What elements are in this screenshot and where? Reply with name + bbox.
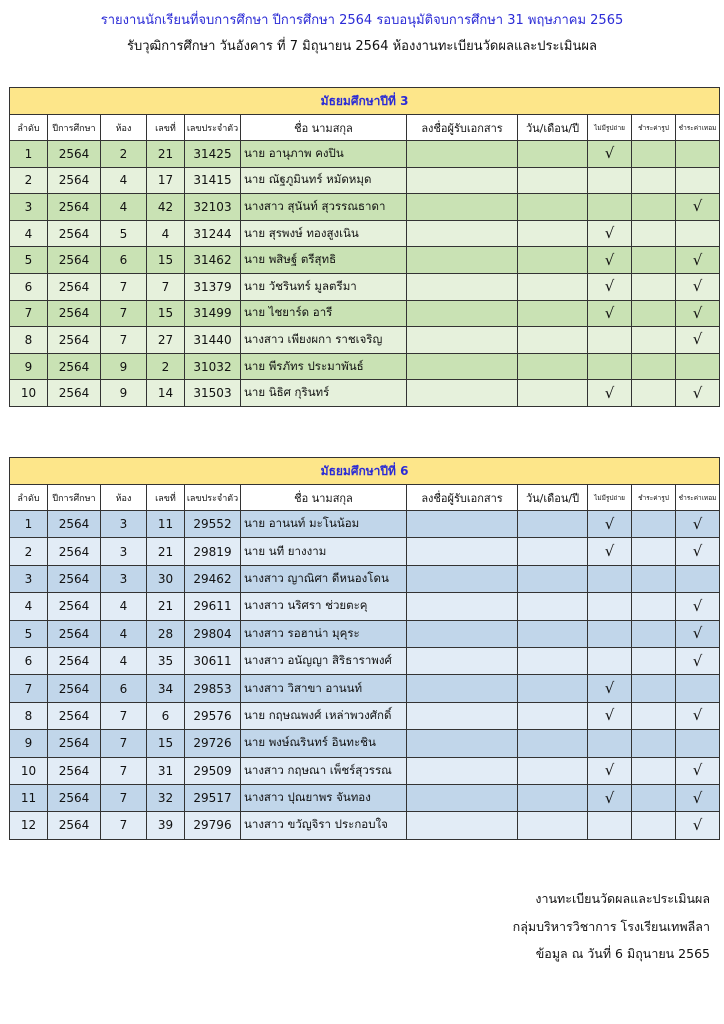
col-room-cell: 7 [101, 784, 147, 811]
col-photo-fee-cell [632, 675, 676, 702]
col-no-cell: 1 [10, 141, 48, 168]
col-num-cell: 27 [147, 327, 185, 354]
col-room-cell: 4 [101, 167, 147, 194]
col-id-cell: 29853 [185, 675, 241, 702]
col-id-cell: 31244 [185, 220, 241, 247]
col-date-cell [518, 784, 588, 811]
col-name-cell: นาย ณัฐภูมินทร์ หมัดหมุด [241, 167, 407, 194]
col-sign-cell [407, 538, 518, 565]
col-sign-header: ลงชื่อผู้รับเอกสาร [407, 485, 518, 511]
col-room-cell: 3 [101, 565, 147, 592]
col-year-cell: 2564 [48, 730, 101, 757]
col-num-cell: 34 [147, 675, 185, 702]
col-num-cell: 42 [147, 194, 185, 221]
table-row [10, 675, 720, 702]
col-year-cell: 2564 [48, 812, 101, 839]
col-tuition-fee-cell: √ [676, 702, 720, 729]
col-id-cell: 31379 [185, 273, 241, 300]
col-date-cell [518, 812, 588, 839]
col-id-cell: 29462 [185, 565, 241, 592]
col-tuition-fee-cell: √ [676, 812, 720, 839]
col-date-cell [518, 167, 588, 194]
col-date-cell [518, 538, 588, 565]
table-row [10, 167, 720, 194]
col-year-cell: 2564 [48, 380, 101, 407]
col-no-cell: 10 [10, 757, 48, 784]
table-row [10, 194, 720, 221]
col-no-cell: 4 [10, 593, 48, 620]
col-sign-cell [407, 380, 518, 407]
col-year-cell: 2564 [48, 784, 101, 811]
col-photo-fee-cell [632, 273, 676, 300]
col-num-cell: 32 [147, 784, 185, 811]
col-no-photo-cell: √ [588, 273, 632, 300]
col-year-cell: 2564 [48, 620, 101, 647]
col-year-header: ปีการศึกษา [48, 485, 101, 511]
col-num-cell: 30 [147, 565, 185, 592]
col-no-photo-cell: √ [588, 511, 632, 538]
col-num-cell: 39 [147, 812, 185, 839]
table-row [10, 511, 720, 538]
col-tuition-fee-cell: √ [676, 194, 720, 221]
col-id-cell: 31032 [185, 353, 241, 380]
col-no-photo-cell: √ [588, 300, 632, 327]
section-title-row [10, 88, 720, 115]
col-sign-cell [407, 565, 518, 592]
col-photo-fee-cell [632, 538, 676, 565]
col-no-cell: 9 [10, 730, 48, 757]
footer-date: ข้อมูล ณ วันที่ 6 มิถุนายน 2565 [535, 946, 710, 961]
col-num-cell: 7 [147, 273, 185, 300]
col-tuition-fee-cell [676, 220, 720, 247]
col-id-header: เลขประจำตัว [185, 115, 241, 141]
col-photo-fee-cell [632, 593, 676, 620]
col-no-cell: 4 [10, 220, 48, 247]
col-num-cell: 11 [147, 511, 185, 538]
col-num-cell: 2 [147, 353, 185, 380]
col-tuition-fee-cell: √ [676, 247, 720, 274]
col-name-cell: นางสาว วิสาขา อานนท์ [241, 675, 407, 702]
col-sign-cell [407, 702, 518, 729]
col-tuition-fee-cell: √ [676, 593, 720, 620]
table-row [10, 565, 720, 592]
col-tuition-fee-cell [676, 565, 720, 592]
col-tuition-fee-cell: √ [676, 757, 720, 784]
col-sign-cell [407, 353, 518, 380]
col-num-cell: 35 [147, 647, 185, 674]
col-tuition-fee-cell: √ [676, 647, 720, 674]
col-photo-fee-cell [632, 327, 676, 354]
col-no-header: ลำดับ [10, 485, 48, 511]
col-name-cell: นาย กฤษณพงศ์ เหล่าพวงศักดิ์ [241, 702, 407, 729]
col-photo-fee-cell [632, 620, 676, 647]
col-photo-fee-cell [632, 565, 676, 592]
col-no-cell: 1 [10, 511, 48, 538]
col-year-cell: 2564 [48, 247, 101, 274]
col-id-cell: 32103 [185, 194, 241, 221]
col-no-photo-cell [588, 647, 632, 674]
col-year-cell: 2564 [48, 647, 101, 674]
graduates-table-m6 [9, 457, 720, 840]
col-room-cell: 7 [101, 812, 147, 839]
col-photo-fee-cell [632, 194, 676, 221]
col-num-cell: 21 [147, 538, 185, 565]
col-year-cell: 2564 [48, 353, 101, 380]
col-no-photo-cell: √ [588, 784, 632, 811]
table-row [10, 620, 720, 647]
col-no-photo-cell: √ [588, 702, 632, 729]
col-room-header: ห้อง [101, 115, 147, 141]
col-room-cell: 9 [101, 353, 147, 380]
col-room-cell: 7 [101, 327, 147, 354]
table-row [10, 757, 720, 784]
col-num-cell: 15 [147, 300, 185, 327]
col-tuition-fee-cell: √ [676, 511, 720, 538]
col-room-cell: 9 [101, 380, 147, 407]
col-room-cell: 4 [101, 194, 147, 221]
table-row [10, 647, 720, 674]
col-num-cell: 28 [147, 620, 185, 647]
col-no-cell: 6 [10, 647, 48, 674]
col-date-cell [518, 702, 588, 729]
col-year-cell: 2564 [48, 300, 101, 327]
col-photo-fee-cell [632, 380, 676, 407]
col-year-cell: 2564 [48, 141, 101, 168]
col-tuition-fee-cell [676, 167, 720, 194]
graduates-table-m3 [9, 87, 720, 407]
col-tuition-fee-cell: √ [676, 300, 720, 327]
col-no-cell: 5 [10, 620, 48, 647]
col-no-cell: 2 [10, 538, 48, 565]
col-tuition-fee-cell: √ [676, 538, 720, 565]
col-sign-cell [407, 620, 518, 647]
col-name-cell: นาย พงษ์ณรินทร์ อินทะชิน [241, 730, 407, 757]
col-sign-cell [407, 141, 518, 168]
table-row [10, 273, 720, 300]
col-year-cell: 2564 [48, 220, 101, 247]
col-no-photo-cell [588, 593, 632, 620]
col-photo-fee-cell [632, 757, 676, 784]
col-date-cell [518, 511, 588, 538]
col-name-header: ชื่อ นามสกุล [241, 485, 407, 511]
col-tuition-fee-cell: √ [676, 620, 720, 647]
col-year-cell: 2564 [48, 702, 101, 729]
col-room-cell: 7 [101, 273, 147, 300]
col-no-photo-cell: √ [588, 380, 632, 407]
col-id-cell: 29819 [185, 538, 241, 565]
col-room-cell: 4 [101, 620, 147, 647]
footer-school: กลุ่มบริหารวิชาการ โรงเรียนเทพลีลา [512, 919, 710, 934]
col-no-photo-cell [588, 194, 632, 221]
col-date-cell [518, 593, 588, 620]
table-row [10, 538, 720, 565]
col-num-cell: 6 [147, 702, 185, 729]
col-year-cell: 2564 [48, 511, 101, 538]
col-no-photo-cell [588, 327, 632, 354]
col-sign-cell [407, 194, 518, 221]
col-date-cell [518, 194, 588, 221]
section-title-row [10, 458, 720, 485]
col-id-header: เลขประจำตัว [185, 485, 241, 511]
col-no-photo-cell: √ [588, 757, 632, 784]
col-name-cell: นางสาว สุนันท์ สุวรรณธาดา [241, 194, 407, 221]
col-no-cell: 8 [10, 702, 48, 729]
col-name-cell: นางสาว ขวัญจิรา ประกอบใจ [241, 812, 407, 839]
col-id-cell: 31440 [185, 327, 241, 354]
col-no-cell: 7 [10, 675, 48, 702]
col-name-cell: นาย สุรพงษ์ ทองสูงเนิน [241, 220, 407, 247]
col-num-cell: 17 [147, 167, 185, 194]
col-date-cell [518, 300, 588, 327]
col-room-cell: 2 [101, 141, 147, 168]
col-id-cell: 29796 [185, 812, 241, 839]
col-sign-cell [407, 220, 518, 247]
col-no-header: ลำดับ [10, 115, 48, 141]
col-no-photo-cell [588, 167, 632, 194]
col-room-header: ห้อง [101, 485, 147, 511]
col-no-photo-cell: √ [588, 220, 632, 247]
col-no-cell: 10 [10, 380, 48, 407]
col-photo-fee-cell [632, 647, 676, 674]
col-photo-fee-cell [632, 353, 676, 380]
col-year-header: ปีการศึกษา [48, 115, 101, 141]
col-num-cell: 21 [147, 141, 185, 168]
col-sign-cell [407, 511, 518, 538]
col-date-cell [518, 141, 588, 168]
col-date-cell [518, 620, 588, 647]
col-no-photo-cell: √ [588, 247, 632, 274]
col-name-cell: นางสาว ญาณิศา ดีหนองโดน [241, 565, 407, 592]
col-room-cell: 7 [101, 757, 147, 784]
col-room-cell: 4 [101, 647, 147, 674]
col-no-cell: 2 [10, 167, 48, 194]
col-no-photo-cell [588, 812, 632, 839]
col-no-photo-header: ไม่มีรูปถ่าย [588, 115, 632, 141]
col-id-cell: 31503 [185, 380, 241, 407]
col-room-cell: 6 [101, 247, 147, 274]
section-title: มัธยมศึกษาปีที่ 6 [10, 458, 720, 485]
col-name-cell: นาย นิธิศ กุรินทร์ [241, 380, 407, 407]
col-name-cell: นางสาว นริศรา ช่วยตะคุ [241, 593, 407, 620]
col-tuition-fee-cell: √ [676, 273, 720, 300]
col-tuition-fee-header: ชำระค่าเทอม [676, 485, 720, 511]
col-sign-cell [407, 784, 518, 811]
col-tuition-fee-cell [676, 675, 720, 702]
col-num-header: เลขที่ [147, 115, 185, 141]
col-room-cell: 3 [101, 538, 147, 565]
table-row [10, 300, 720, 327]
col-year-cell: 2564 [48, 194, 101, 221]
col-id-cell: 31425 [185, 141, 241, 168]
report-title: รายงานนักเรียนที่จบการศึกษา ปีการศึกษา 2564 รอบอนุมัติจบการศึกษา 31 พฤษภาคม 2565 [100, 13, 624, 28]
col-room-cell: 7 [101, 702, 147, 729]
col-tuition-fee-cell: √ [676, 784, 720, 811]
col-sign-cell [407, 327, 518, 354]
col-name-cell: นางสาว กฤษณา เพ็ชร์สุวรรณ [241, 757, 407, 784]
col-date-cell [518, 353, 588, 380]
col-no-cell: 8 [10, 327, 48, 354]
col-id-cell: 29552 [185, 511, 241, 538]
column-header-row [10, 485, 720, 511]
col-photo-fee-cell [632, 141, 676, 168]
col-sign-cell [407, 647, 518, 674]
table-row [10, 327, 720, 354]
col-no-cell: 3 [10, 194, 48, 221]
col-num-cell: 15 [147, 730, 185, 757]
table-row [10, 220, 720, 247]
col-sign-cell [407, 300, 518, 327]
col-photo-fee-cell [632, 220, 676, 247]
col-sign-cell [407, 675, 518, 702]
col-name-cell: นาย วัชรินทร์ มูลตรีมา [241, 273, 407, 300]
col-no-cell: 12 [10, 812, 48, 839]
col-id-cell: 29611 [185, 593, 241, 620]
col-no-photo-cell: √ [588, 538, 632, 565]
col-date-cell [518, 675, 588, 702]
col-date-cell [518, 220, 588, 247]
col-sign-cell [407, 273, 518, 300]
col-photo-fee-header: ชำระค่ารูป [632, 485, 676, 511]
col-year-cell: 2564 [48, 757, 101, 784]
col-room-cell: 4 [101, 593, 147, 620]
col-date-cell [518, 647, 588, 674]
col-name-cell: นางสาว ปุณยาพร จันทอง [241, 784, 407, 811]
table-row [10, 380, 720, 407]
col-photo-fee-cell [632, 511, 676, 538]
col-no-cell: 7 [10, 300, 48, 327]
col-date-cell [518, 565, 588, 592]
col-photo-fee-cell [632, 702, 676, 729]
col-date-cell [518, 730, 588, 757]
col-sign-cell [407, 167, 518, 194]
col-date-cell [518, 273, 588, 300]
col-tuition-fee-cell [676, 730, 720, 757]
col-photo-fee-cell [632, 300, 676, 327]
col-photo-fee-cell [632, 247, 676, 274]
col-sign-header: ลงชื่อผู้รับเอกสาร [407, 115, 518, 141]
table-row [10, 141, 720, 168]
col-no-photo-cell: √ [588, 675, 632, 702]
col-no-photo-cell [588, 565, 632, 592]
col-no-photo-cell: √ [588, 141, 632, 168]
table-row [10, 812, 720, 839]
col-name-cell: นาย นที ยางงาม [241, 538, 407, 565]
col-no-cell: 9 [10, 353, 48, 380]
col-no-photo-cell [588, 730, 632, 757]
table-row [10, 247, 720, 274]
col-photo-fee-cell [632, 167, 676, 194]
col-room-cell: 7 [101, 300, 147, 327]
col-photo-fee-header: ชำระค่ารูป [632, 115, 676, 141]
col-year-cell: 2564 [48, 593, 101, 620]
col-room-cell: 7 [101, 730, 147, 757]
col-no-cell: 3 [10, 565, 48, 592]
col-year-cell: 2564 [48, 565, 101, 592]
col-no-cell: 6 [10, 273, 48, 300]
col-id-cell: 29726 [185, 730, 241, 757]
col-year-cell: 2564 [48, 327, 101, 354]
col-year-cell: 2564 [48, 538, 101, 565]
col-sign-cell [407, 730, 518, 757]
col-name-cell: นาย ไชยาร์ด อารี [241, 300, 407, 327]
col-id-cell: 29509 [185, 757, 241, 784]
col-photo-fee-cell [632, 730, 676, 757]
col-tuition-fee-cell: √ [676, 380, 720, 407]
col-year-cell: 2564 [48, 273, 101, 300]
col-id-cell: 31415 [185, 167, 241, 194]
col-date-cell [518, 757, 588, 784]
table-row [10, 784, 720, 811]
col-date-cell [518, 327, 588, 354]
col-date-header: วัน/เดือน/ปี [518, 115, 588, 141]
col-num-header: เลขที่ [147, 485, 185, 511]
table-row [10, 353, 720, 380]
col-tuition-fee-header: ชำระค่าเทอม [676, 115, 720, 141]
col-id-cell: 29804 [185, 620, 241, 647]
col-num-cell: 4 [147, 220, 185, 247]
column-header-row [10, 115, 720, 141]
col-no-photo-cell [588, 620, 632, 647]
col-num-cell: 31 [147, 757, 185, 784]
col-sign-cell [407, 812, 518, 839]
col-num-cell: 15 [147, 247, 185, 274]
col-name-cell: นาย พีรภัทร ประมาพันธ์ [241, 353, 407, 380]
col-no-photo-cell [588, 353, 632, 380]
table-row [10, 730, 720, 757]
col-date-header: วัน/เดือน/ปี [518, 485, 588, 511]
col-id-cell: 29576 [185, 702, 241, 729]
col-tuition-fee-cell [676, 353, 720, 380]
col-no-cell: 11 [10, 784, 48, 811]
col-photo-fee-cell [632, 812, 676, 839]
col-room-cell: 6 [101, 675, 147, 702]
table-row [10, 593, 720, 620]
col-name-cell: นาย พสิษฐ์ ตรีสุทธิ [241, 247, 407, 274]
col-sign-cell [407, 593, 518, 620]
col-id-cell: 31462 [185, 247, 241, 274]
col-photo-fee-cell [632, 784, 676, 811]
col-date-cell [518, 380, 588, 407]
col-name-cell: นาย อานนท์ มะโนน้อม [241, 511, 407, 538]
col-num-cell: 21 [147, 593, 185, 620]
table-row [10, 702, 720, 729]
col-room-cell: 5 [101, 220, 147, 247]
report-subtitle: รับวุฒิการศึกษา วันอังคาร ที่ 7 มิถุนายน 2564 ห้องงานทะเบียนวัดผลและประเมินผล [127, 39, 597, 54]
col-date-cell [518, 247, 588, 274]
section-title: มัธยมศึกษาปีที่ 3 [10, 88, 720, 115]
col-id-cell: 29517 [185, 784, 241, 811]
col-name-cell: นางสาว รอฮาน่า มุคุระ [241, 620, 407, 647]
col-name-cell: นาย อานุภาพ คงปิน [241, 141, 407, 168]
col-num-cell: 14 [147, 380, 185, 407]
col-no-cell: 5 [10, 247, 48, 274]
col-tuition-fee-cell: √ [676, 327, 720, 354]
col-no-photo-header: ไม่มีรูปถ่าย [588, 485, 632, 511]
col-year-cell: 2564 [48, 675, 101, 702]
col-name-cell: นางสาว เพียงผกา ราชเจริญ [241, 327, 407, 354]
col-id-cell: 31499 [185, 300, 241, 327]
col-name-header: ชื่อ นามสกุล [241, 115, 407, 141]
col-name-cell: นางสาว อนัญญา สิริธาราพงศ์ [241, 647, 407, 674]
col-tuition-fee-cell [676, 141, 720, 168]
col-sign-cell [407, 247, 518, 274]
col-room-cell: 3 [101, 511, 147, 538]
col-id-cell: 30611 [185, 647, 241, 674]
col-sign-cell [407, 757, 518, 784]
col-year-cell: 2564 [48, 167, 101, 194]
footer-department: งานทะเบียนวัดผลและประเมินผล [535, 891, 710, 906]
